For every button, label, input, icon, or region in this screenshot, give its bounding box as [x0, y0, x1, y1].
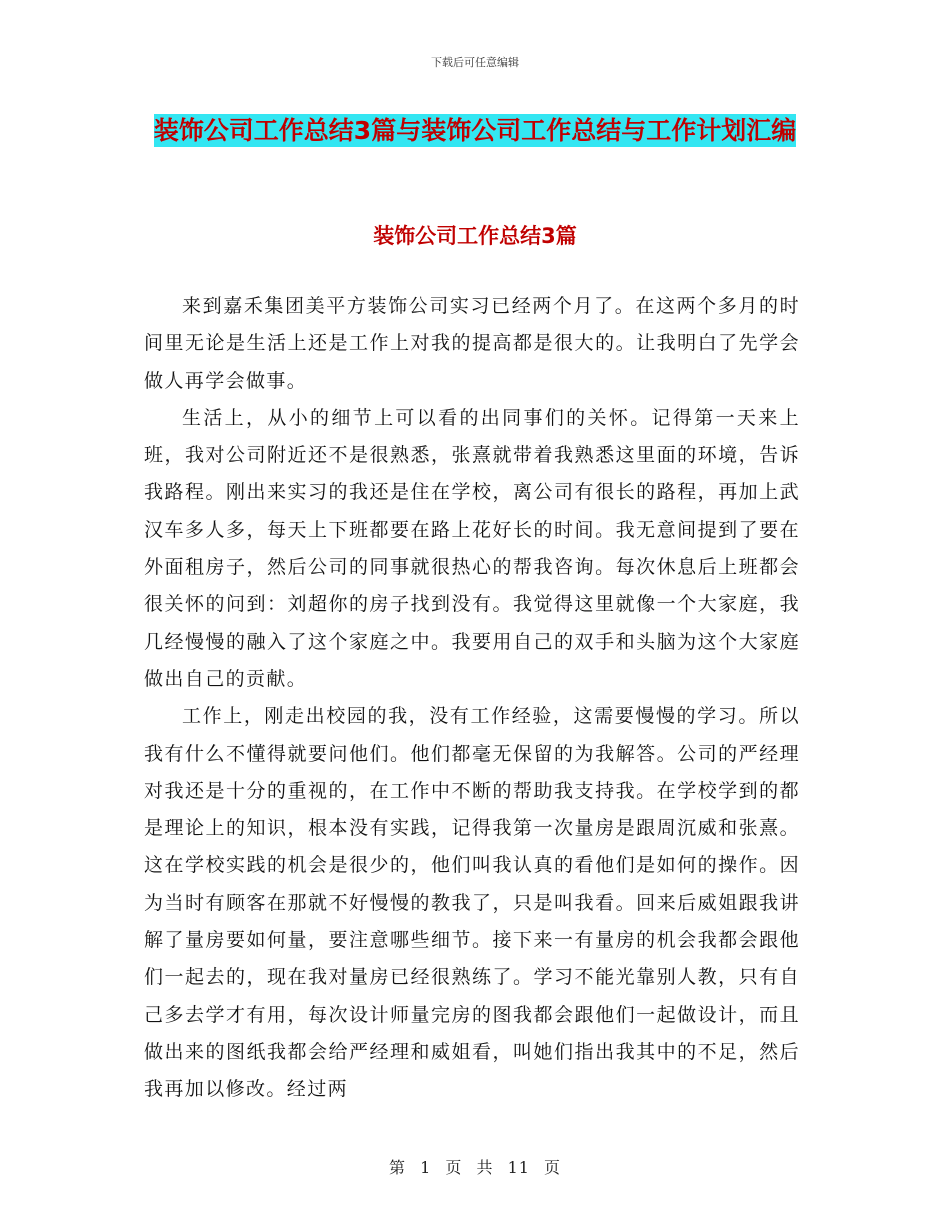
page-footer: [0, 1155, 950, 1178]
footer-page-number: 1: [420, 1158, 432, 1177]
document-body: [144, 288, 800, 1109]
footer-total-label: 共: [476, 1158, 494, 1177]
document-title: [150, 106, 800, 156]
paragraph: 工作上，刚走出校园的我，没有工作经验，这需要慢慢的学习。所以我有什么不懂得就要问他们。他们都毫无保留的为我解答。公司的严经理对我还是十分的重视的，在工作中不断的帮助我支持我。在学校学到的都是理论上的知识，根本没有实践，记得我第一次量房是跟周沉威和张熹。这在学校实践的机会是很少的，他们叫我认真的看他们是如何的操作。因为当时有顾客在那就不好慢慢的教我了，只是叫我看。回来后威姐跟我讲解了量房要如何量，要注意哪些细节。接下来一有量房的机会我都会跟他们一起去的，现在我对量房已经很熟练了。学习不能光靠别人教，只有自己多去学才有用，每次设计师量完房的图我都会跟他们一起做设计，而且做出来的图纸我都会给严经理和威姐看，叫她们指出我其中的不足，然后我再加以修改。经过两: [144, 705, 800, 1101]
footer-prefix: 第: [388, 1158, 406, 1177]
footer-total-pages: 11: [507, 1158, 530, 1177]
document-title-text: 装饰公司工作总结3篇与装饰公司工作总结与工作计划汇编: [153, 116, 797, 145]
paragraph: 生活上，从小的细节上可以看的出同事们的关怀。记得第一天来上班，我对公司附近还不是很熟悉，张熹就带着我熟悉这里面的环境，告诉我路程。刚出来实习的我还是住在学校，离公司有很长的路程，再加上武汉车多人多，每天上下班都要在路上花好长的时间。我无意间提到了要在外面租房子，然后公司的同事就很热心的帮我咨询。每次休息后上班都会很关怀的问到：刘超你的房子找到没有。我觉得这里就像一个大家庭，我几经慢慢的融入了这个家庭之中。我要用自己的双手和头脑为这个大家庭做出自己的贡献。: [144, 406, 800, 690]
footer-suffix: 页: [544, 1158, 562, 1177]
footer-page-label: 页: [445, 1158, 463, 1177]
paragraph: 来到嘉禾集团美平方装饰公司实习已经两个月了。在这两个多月的时间里无论是生活上还是工作上对我的提高都是很大的。让我明白了先学会做人再学会做事。: [144, 295, 800, 392]
section-title: 装饰公司工作总结3篇: [373, 224, 577, 248]
page-header: 下载后可任意编辑: [431, 56, 519, 69]
